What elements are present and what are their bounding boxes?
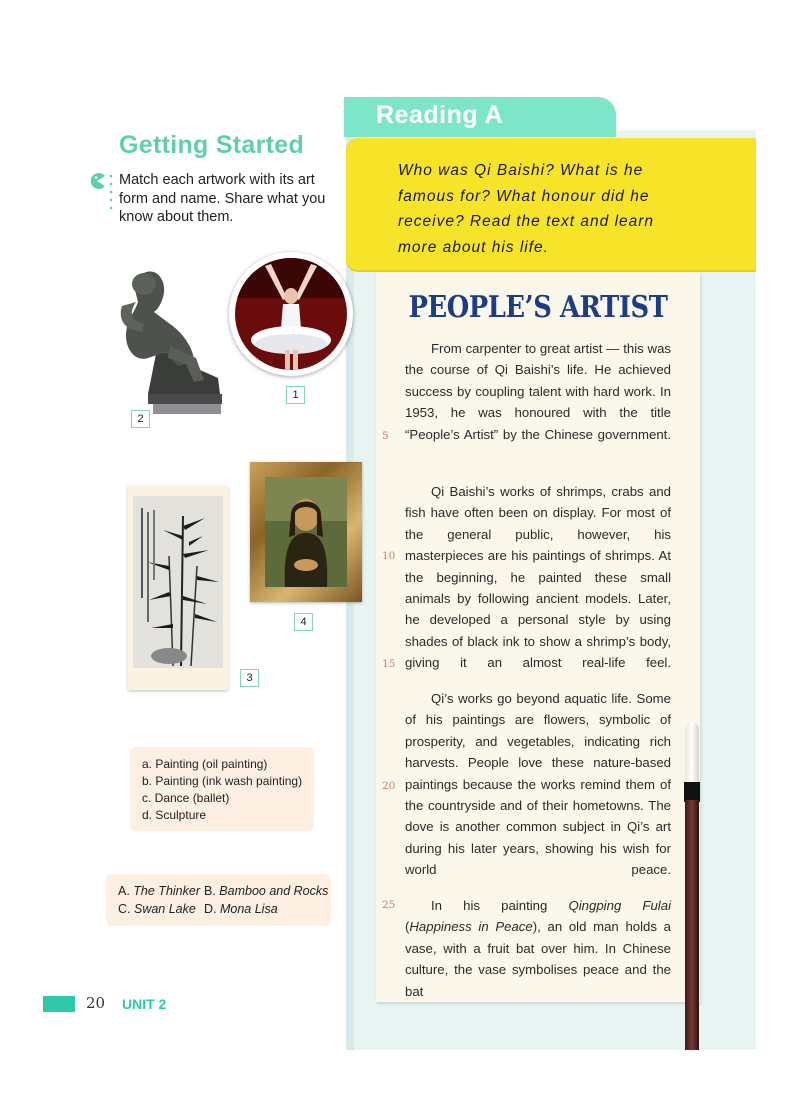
- art-form-item: d. Sculpture: [142, 808, 207, 822]
- scroll-frame: [128, 486, 228, 690]
- line-number-25: 25: [382, 899, 396, 911]
- picture-number-3: 3: [240, 669, 259, 687]
- ballet-frame: [229, 252, 353, 376]
- thinker-sculpture-image: [108, 262, 223, 420]
- article-paragraph-1: From carpenter to great artist — this was the course of Qi Baishi’s life. He achieved success by coupling talent with hard work. In 1953, he was honoured with the title “People’s Artist” by the Chinese government.: [405, 341, 671, 442]
- article-paragraph-2: Qi Baishi’s works of shrimps, crabs and fish have often been on display. For most of the general public, however, his masterpieces are his paintings of shrimps. At the beginning, he painted these small animals by following ancient models. Later, he developed a personal style by using shades of black ink to show a shrimp’s body, giving it an almost real-life feel.: [405, 484, 671, 671]
- intro-questions: Who was Qi Baishi? What is he famous for? What honour did he receive? Read the text and learn more about his life.: [398, 162, 655, 256]
- swan-lake-ballet-image: [235, 258, 347, 370]
- picture-number-4: 4: [294, 613, 313, 631]
- footer-bar: [43, 996, 75, 1012]
- picture-number-2: 2: [131, 410, 150, 428]
- art-forms-list: [142, 756, 302, 824]
- unit-label: UNIT 2: [122, 996, 167, 1012]
- bamboo-and-rocks-image: [133, 496, 223, 668]
- art-form-item: b. Painting (ink wash painting): [142, 774, 303, 788]
- getting-started-instruction: Match each artwork with its art form and name. Share what you know about them.: [119, 172, 326, 225]
- line-number-20: 20: [382, 780, 396, 792]
- picture-number-1: 1: [286, 386, 305, 404]
- getting-started-title: Getting Started: [119, 131, 305, 159]
- line-number-10: 10: [382, 550, 396, 562]
- artwork-name-a: A. The Thinker: [118, 884, 200, 898]
- speaking-icon: [88, 172, 106, 190]
- artwork-name-b: B. Bamboo and Rocks: [204, 884, 329, 898]
- article-paragraph-3: Qi’s works go beyond aquatic life. Some of his paintings are flowers, symbolic of prosperity, and vegetables, indicating rich harvests. People love these nature-based paintings because the works remind them of the countryside and of their hometowns. The dove is another common subject in Qi’s art during his later years, showing his wish for world peace.: [405, 691, 671, 878]
- mona-lisa-image: [265, 477, 347, 587]
- brush-handle-image: [685, 800, 699, 1050]
- brush-ferrule-image: [684, 782, 700, 802]
- dotted-divider-icon: [109, 172, 113, 212]
- artwork-name-d: D. Mona Lisa: [204, 902, 278, 916]
- page-number: 20: [86, 994, 106, 1012]
- art-form-item: a. Painting (oil painting): [142, 757, 268, 771]
- line-number-15: 15: [382, 658, 396, 670]
- article-title: PEOPLE’S ARTIST: [408, 290, 668, 325]
- artwork-name-c: C. Swan Lake: [118, 902, 196, 916]
- brush-tip-image: [685, 722, 699, 784]
- mona-lisa-frame: [250, 462, 362, 602]
- artwork-names-box: [106, 874, 331, 926]
- reading-tab-label: Reading A: [376, 101, 504, 129]
- article-paragraph-4: In his painting Qingping Fulai (Happiness in Peace), an old man holds a vase, with a fruit bat over him. In Chinese culture, the vase symbolises peace and the bat: [405, 898, 671, 999]
- art-form-item: c. Dance (ballet): [142, 791, 230, 805]
- line-number-5: 5: [382, 430, 389, 442]
